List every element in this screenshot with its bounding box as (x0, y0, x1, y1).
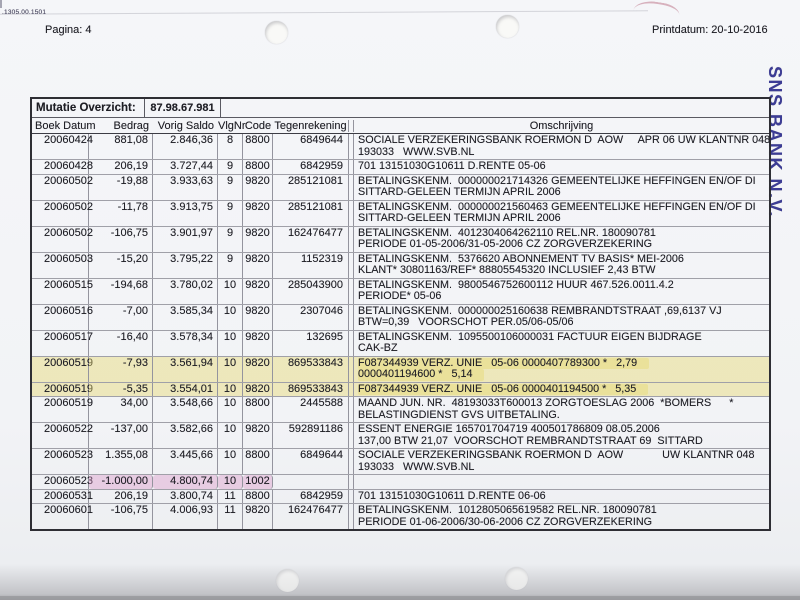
transaction-row (32, 160, 769, 175)
cell-code: 9820 (243, 383, 273, 397)
cell-tegenrekening: 285121081 (287, 174, 343, 187)
page-number-label: Pagina: 4 (45, 24, 92, 36)
transaction-row (32, 449, 769, 475)
description-line: PERIODE 01-06-2006/30-06-2006 CZ ZORGVERZEKERING (358, 515, 653, 528)
cell-code: 9820 (243, 253, 273, 278)
cell-bedrag: 34,00 (89, 397, 153, 422)
cell-bedrag: 206,19 (89, 160, 153, 174)
title-band-spacer (221, 99, 769, 117)
cell-vlgnr: 10 (218, 331, 243, 356)
description-line: 0000401194600 * 5,14 (358, 369, 484, 381)
cell-code: 1002 (243, 475, 273, 489)
cell-vlgnr: 8 (218, 134, 243, 159)
cell-tegenrekening: 2445588 (300, 397, 343, 409)
cell-omschrijving (354, 357, 769, 382)
description-line: F087344939 VERZ. UNIE 05-06 0000401194500 * 5,35 (358, 384, 648, 396)
cell-boek-datum: 20060522 (32, 423, 89, 448)
pen-mark (633, 0, 680, 18)
column-header-row (32, 118, 769, 134)
description-line: 137,00 BTW 21,07 VOORSCHOT REMBRANDTSTRAAT 69 SITTARD (358, 434, 703, 447)
cell-omschrijving (354, 504, 769, 529)
description-line: SOCIALE VERZEKERINGSBANK ROERMON D AOW UW KLANTNR 048 (358, 449, 755, 461)
cell-vorig-saldo: 3.780,02 (153, 279, 218, 304)
print-date-label: Printdatum: 20-10-2016 (652, 24, 768, 36)
transaction-row (32, 134, 769, 160)
col-header-tegenrekening: Tegenrekening (274, 120, 347, 132)
cell-vorig-saldo: 3.901,97 (153, 227, 218, 252)
cell-vorig-saldo: 3.795,22 (153, 253, 218, 278)
cell-code: 9820 (243, 175, 273, 200)
cell-code: 9820 (243, 201, 273, 226)
description-line: SITTARD-GELEEN TERMIJN APRIL 2006 (358, 212, 561, 224)
cell-tegenrekening: 6849644 (300, 449, 343, 461)
cell-boek-datum: 20060601 (32, 504, 89, 529)
col-header-omschrijving: Omschrijving (529, 120, 594, 132)
cell-vorig-saldo: 3.554,01 (153, 383, 218, 397)
transaction-row (32, 279, 769, 305)
cell-omschrijving (354, 305, 769, 330)
cell-tegenrekening: 6842959 (300, 489, 343, 502)
cell-omschrijving (354, 397, 769, 422)
description-line: KLANT* 30801163/REF* 88805545320 INCLUSIEF 2,43 BTW (358, 264, 656, 276)
cell-omschrijving (354, 160, 769, 174)
cell-vlgnr: 11 (218, 490, 243, 504)
transaction-row (32, 504, 769, 529)
cell-vlgnr: 10 (218, 305, 243, 330)
cell-boek-datum: 20060502 (32, 175, 89, 200)
mutation-overview-table (30, 97, 771, 531)
cell-boek-datum: 20060517 (32, 331, 89, 356)
cell-bedrag: -15,20 (89, 253, 153, 278)
cell-boek-datum: 20060523 (32, 449, 89, 474)
cell-boek-datum: 20060515 (32, 279, 89, 304)
cell-vlgnr: 11 (218, 504, 243, 529)
cell-boek-datum: 20060503 (32, 253, 89, 278)
description-line: ESSENT ENERGIE 165701704719 400501786809 08.05.2006 (358, 423, 660, 435)
cell-tegenrekening: 285043900 (287, 278, 343, 291)
cell-omschrijving (354, 175, 769, 200)
cell-omschrijving (354, 449, 769, 474)
cell-vlgnr: 10 (218, 397, 243, 422)
cell-boek-datum: 20060519 (32, 397, 89, 422)
transaction-row (32, 397, 769, 423)
cell-bedrag: -7,93 (89, 357, 153, 382)
scan-edge (0, 596, 800, 600)
account-number: 87.98.67.981 (145, 99, 221, 117)
cell-omschrijving (354, 490, 769, 504)
description-line: BETALINGSKENM. 000000021714326 GEMEENTELIJKE HEFFINGEN EN/OF DI (358, 174, 756, 187)
cell-vorig-saldo: 3.582,66 (153, 423, 218, 448)
transaction-row (32, 253, 769, 279)
cell-code: 8800 (243, 449, 273, 474)
col-header-vlgnr: VlgNr (218, 120, 246, 132)
cell-vlgnr: 10 (218, 475, 243, 489)
description-line: SITTARD-GELEEN TERMIJN APRIL 2006 (358, 186, 561, 198)
cell-boek-datum: 20060502 (32, 201, 89, 226)
punch-hole (276, 569, 299, 592)
cell-vorig-saldo: 3.445,66 (153, 449, 218, 474)
cell-tegenrekening: 132695 (306, 330, 343, 343)
cell-tegenrekening: 6842959 (300, 160, 343, 172)
cell-vlgnr: 9 (218, 227, 243, 252)
description-line: 193033 WWW.SVB.NL (358, 460, 475, 473)
cell-bedrag: -194,68 (89, 279, 153, 304)
cell-tegenrekening: 1152319 (300, 252, 343, 265)
cell-tegenrekening: 6849644 (300, 134, 343, 146)
cell-bedrag: -11,78 (89, 201, 153, 226)
description-line: 701 13151030G10611 D.RENTE 05-06 (358, 160, 546, 172)
cell-bedrag: -106,75 (89, 227, 153, 252)
transaction-row (32, 490, 769, 505)
transaction-row (32, 423, 769, 449)
cell-tegenrekening: 162476477 (287, 226, 343, 239)
description-line: 193033 WWW.SVB.NL (358, 145, 475, 158)
description-line: SOCIALE VERZEKERINGSBANK ROERMON D AOW APR 06 UW KLANTNR 048 (358, 134, 771, 146)
table-title-band (32, 99, 769, 118)
cell-tegenrekening: 869533843 (273, 383, 348, 397)
description-line: F087344939 VERZ. UNIE 05-06 0000407789300 * 2,79 (358, 358, 649, 370)
description-line: PERIODE 01-05-2006/31-05-2006 CZ ZORGVERZEKERING (358, 238, 653, 250)
cell-bedrag: -16,40 (89, 331, 153, 356)
cell-code: 8800 (243, 134, 273, 159)
cell-vorig-saldo: 3.933,63 (153, 175, 218, 200)
transaction-row (32, 305, 769, 331)
cell-vlgnr: 9 (218, 253, 243, 278)
transaction-row (32, 227, 769, 253)
cell-vorig-saldo: 3.561,94 (153, 357, 218, 382)
cell-omschrijving (354, 227, 769, 252)
cell-omschrijving (354, 423, 769, 448)
bank-logo-text: SNS BANK N.V. (765, 66, 785, 218)
description-line: BELASTINGDIENST GVS UITBETALING. (358, 408, 560, 421)
cell-bedrag: -1.000,00 (89, 475, 153, 489)
cell-tegenrekening (273, 475, 348, 489)
cell-omschrijving (354, 201, 769, 226)
cell-code: 9820 (243, 305, 273, 330)
cell-boek-datum: 20060523 (32, 475, 89, 489)
description-line: BETALINGSKENM. 9800546752600112 HUUR 467.526.0011.4.2 (358, 278, 674, 291)
cell-tegenrekening: 592891186 (288, 423, 343, 435)
cell-vlgnr: 10 (218, 449, 243, 474)
transaction-row (32, 475, 769, 490)
cell-boek-datum: 20060428 (32, 160, 89, 174)
cell-vlgnr: 10 (218, 423, 243, 448)
cell-code: 8800 (243, 490, 273, 504)
cell-vorig-saldo: 3.585,34 (153, 305, 218, 330)
cell-tegenrekening: 869533843 (273, 357, 348, 382)
cell-tegenrekening: 285121081 (287, 200, 343, 213)
cell-vorig-saldo: 3.548,66 (153, 397, 218, 422)
description-line: 701 13151030G10611 D.RENTE 06-06 (358, 489, 546, 502)
cell-vorig-saldo: 4.800,74 (153, 475, 218, 489)
cell-vlgnr: 10 (218, 383, 243, 397)
cell-vorig-saldo: 4.006,93 (153, 504, 218, 529)
cell-code: 8800 (243, 397, 273, 422)
cell-boek-datum: 20060519 (32, 383, 89, 397)
cell-boek-datum: 20060516 (32, 305, 89, 330)
cell-boek-datum: 20060531 (32, 490, 89, 504)
cell-omschrijving (354, 253, 769, 278)
cell-omschrijving (354, 331, 769, 356)
cell-bedrag: 881,08 (89, 134, 153, 159)
cell-bedrag: -137,00 (89, 423, 153, 448)
description-line: BETALINGSKENM. 5376620 ABONNEMENT TV BASIS* MEI-2006 (358, 252, 684, 265)
description-line: BETALINGSKENM. 000000025160638 REMBRANDTSTRAAT ,69,6137 VJ (358, 304, 722, 317)
cell-vorig-saldo: 3.727,44 (153, 160, 218, 174)
cell-boek-datum: 20060424 (32, 134, 89, 159)
cell-code: 9820 (243, 423, 273, 448)
cell-vorig-saldo: 2.846,36 (153, 134, 218, 159)
cell-vlgnr: 9 (218, 160, 243, 174)
cell-vlgnr: 9 (218, 201, 243, 226)
table-title: Mutatie Overzicht: (32, 99, 145, 117)
punch-hole (265, 21, 288, 44)
cell-vorig-saldo: 3.800,74 (153, 490, 218, 504)
cell-code: 9820 (243, 331, 273, 356)
cell-bedrag: -106,75 (89, 504, 153, 529)
cell-vorig-saldo: 3.913,75 (153, 201, 218, 226)
cell-bedrag: 1.355,08 (89, 449, 153, 474)
cell-code: 9820 (243, 227, 273, 252)
cell-tegenrekening: 162476477 (287, 504, 343, 516)
cell-vlgnr: 10 (218, 279, 243, 304)
scan-artifact (0, 0, 2, 8)
description-line: BTW=0,39 VOORSCHOT PER.05/06-05/06 (358, 316, 574, 328)
transaction-row (32, 357, 769, 383)
description-line: BETALINGSKENM. 000000021560463 GEMEENTELIJKE HEFFINGEN EN/OF DI (358, 200, 756, 213)
cell-vlgnr: 9 (218, 175, 243, 200)
cell-code: 8800 (243, 160, 273, 174)
description-line: BETALINGSKENM. 1012805065619582 REL.NR. 180090781 (358, 504, 657, 516)
paper-edge (0, 10, 648, 14)
description-line: MAAND JUN. NR. 48193033T600013 ZORGTOESLAG 2006 *BOMERS * (358, 397, 734, 409)
cell-code: 9820 (243, 279, 273, 304)
description-line: BETALINGSKENM. 4012304064262110 REL.NR. 180090781 (358, 226, 656, 239)
cell-vlgnr: 10 (218, 357, 243, 382)
cell-omschrijving (354, 134, 770, 159)
cell-boek-datum: 20060502 (32, 227, 89, 252)
cell-bedrag: -5,35 (89, 383, 153, 397)
cell-code: 9820 (243, 357, 273, 382)
punch-hole (496, 15, 519, 38)
col-header-boek-datum: Boek Datum (35, 120, 96, 132)
cell-boek-datum: 20060519 (32, 357, 89, 382)
cell-bedrag: 206,19 (89, 490, 153, 504)
col-header-code: Code (244, 120, 272, 132)
cell-vorig-saldo: 3.578,34 (153, 331, 218, 356)
transaction-row (32, 201, 769, 227)
cell-bedrag: -7,00 (89, 305, 153, 330)
cell-tegenrekening: 2307046 (300, 304, 343, 317)
cell-bedrag: -19,88 (89, 175, 153, 200)
description-line: BETALINGSKENM. 1095500106000031 FACTUUR EIGEN BIJDRAGE (358, 330, 702, 343)
transaction-row (32, 331, 769, 357)
cell-omschrijving (354, 383, 769, 397)
cell-omschrijving (354, 475, 769, 489)
cell-omschrijving (354, 279, 769, 304)
col-header-bedrag: Bedrag (113, 120, 149, 132)
description-line: PERIODE* 05-06 (358, 290, 442, 302)
transaction-row (32, 175, 769, 201)
transaction-row (32, 383, 769, 398)
transaction-rows (32, 134, 769, 529)
description-line: CAK-BZ (358, 342, 398, 354)
punch-hole (505, 567, 528, 590)
col-header-vorig-saldo: Vorig Saldo (157, 120, 214, 132)
cell-code: 9820 (243, 504, 273, 529)
form-number: .1305.00.1501 (2, 9, 47, 16)
